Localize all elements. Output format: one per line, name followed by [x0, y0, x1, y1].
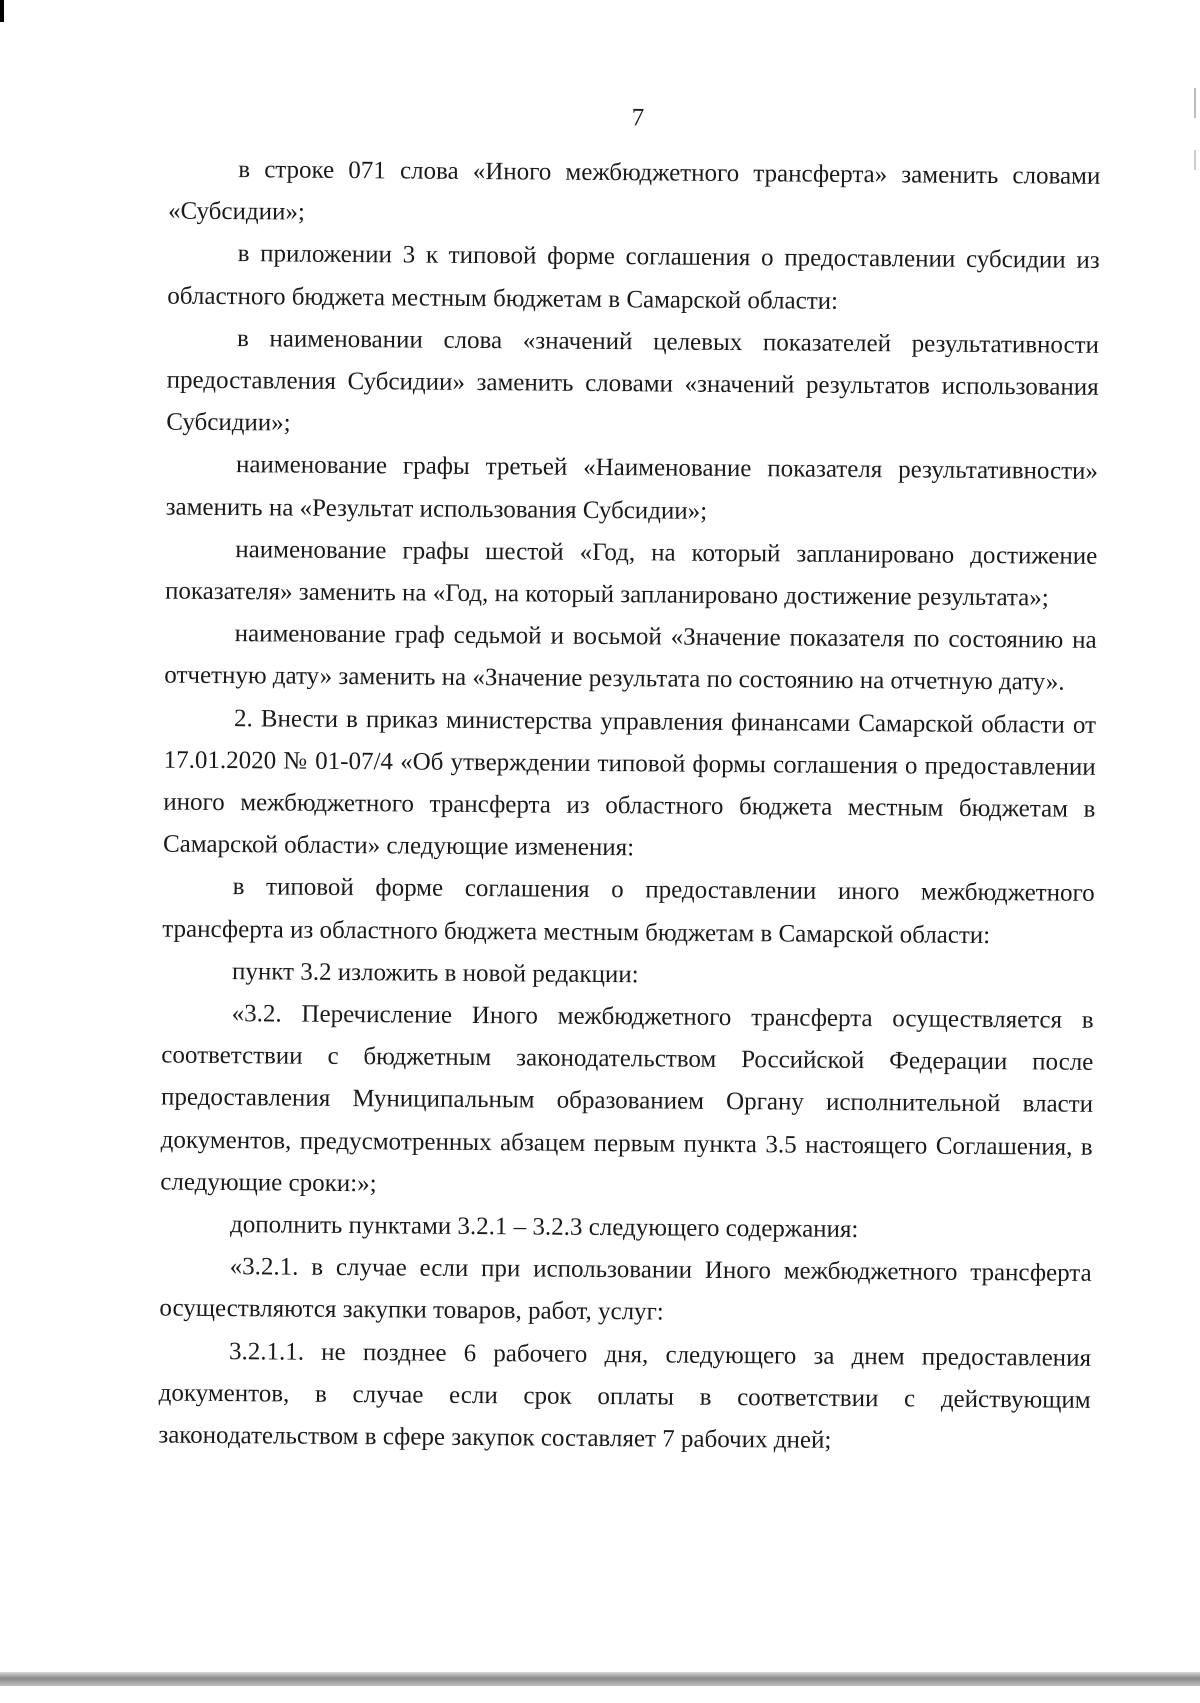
- scan-bottom-shadow: [0, 1672, 1200, 1686]
- paragraph: дополнить пунктами 3.2.1 – 3.2.3 следующего содержания:: [229, 1211, 859, 1244]
- paragraph: в строке 071 слова «Иного межбюджетного трансферта» заменить словами «Субсидии»;: [167, 156, 1101, 226]
- paragraph: наименование граф седьмой и восьмой «Значение показателя по состоянию на отчетную дату» заменить на «Значение результата по состоянию на отчетную дату».: [164, 620, 1097, 697]
- paragraph: пункт 3.2 изложить в новой редакции:: [231, 957, 639, 989]
- paragraph: наименование графы шестой «Год, на который запланировано достижение показателя» заменить на «Год, на который запланировано достижение результата»;: [164, 535, 1098, 612]
- paragraph: 3.2.1.1. не позднее 6 рабочего дня, следующего за днем предоставления документов, в случае если срок оплаты в соответствии с действующим законодательством в сфере закупок составляет 7 рабочих дней;: [158, 1337, 1092, 1454]
- document-body: [158, 149, 1100, 1465]
- paragraph: «3.2.1. в случае если при использовании Иного межбюджетного трансферта осуществляются закупки товаров, работ, услуг:: [159, 1253, 1092, 1326]
- paragraph: в типовой форме соглашения о предоставлении иного межбюджетного трансферта из областного бюджета местным бюджетам в Самарской области:: [162, 873, 1095, 949]
- paragraph: «3.2. Перечисление Иного межбюджетного трансферта осуществляется в соответствии с бюджетным законодательством Российской Федерации после предоставления Муниципальным образованием Органу исполнительной власти документов, предусмотренных абзацем первым пункта 3.5 настоящего Соглашения, в следующие сроки:»;: [160, 1000, 1094, 1198]
- paragraph: в наименовании слова «значений целевых показателей результативности предоставления Субсидии» заменить словами «значений результатов использования Субсидии»;: [166, 324, 1100, 437]
- paragraph: 2. Внести в приказ министерства управления финансами Самарской области от 17.01.2020 № 01-07/4 «Об утверждении типовой формы соглашения о предоставлении иного межбюджетного трансферта из областного бюджета местным бюджетам в Самарской области» следующие изменения:: [162, 704, 1097, 862]
- paragraph: в приложении 3 к типовой форме соглашения о предоставлении субсидии из областного бюджета местным бюджетам в Самарской области:: [167, 240, 1100, 315]
- paragraph: наименование графы третьей «Наименование показателя результативности» заменить на «Результат использования Субсидии»;: [165, 451, 1099, 525]
- page-number: 7: [631, 104, 645, 132]
- scan-edge-mark: [0, 0, 4, 22]
